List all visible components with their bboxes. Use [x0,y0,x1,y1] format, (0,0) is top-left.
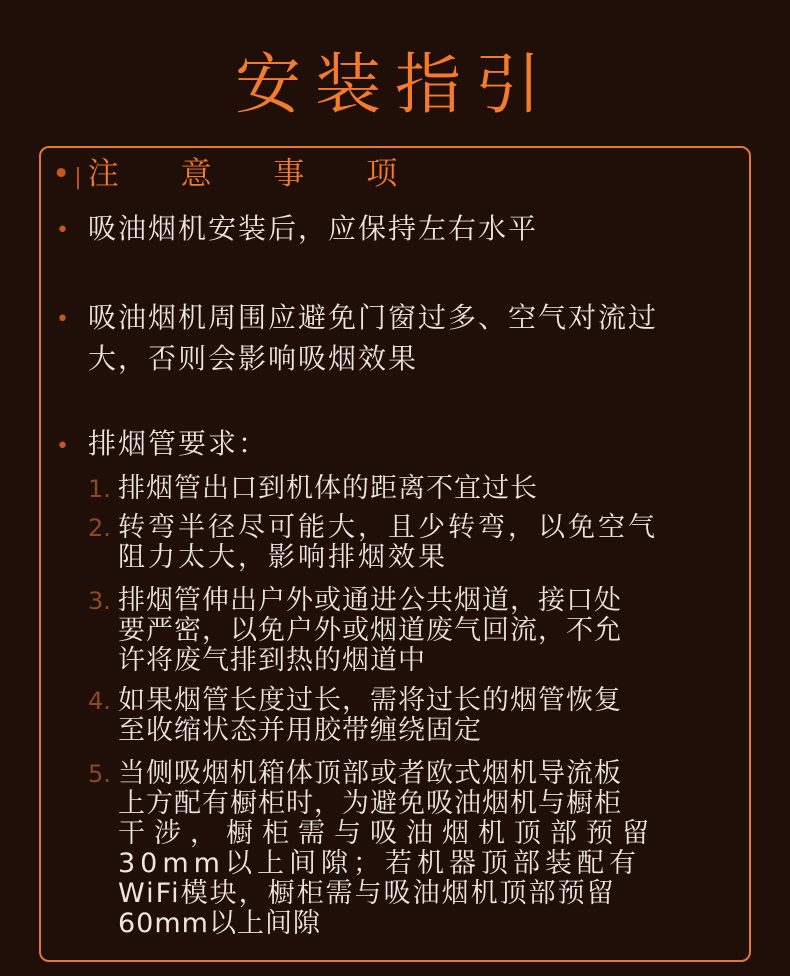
requirement-line: 当侧吸烟机箱体顶部或者欧式烟机导流板 [118,758,622,789]
requirement-line: 转弯半径尽可能大，且少转弯，以免空气 [118,512,658,543]
page-title: 安装指引 [235,46,555,123]
exhaust-heading: 排烟管要求： [88,427,269,460]
bullet-icon: • [56,307,69,332]
bullet-icon: • [56,218,69,243]
requirement-line: 排烟管伸出户外或通进公共烟道，接口处 [118,585,622,616]
bullet-icon: • [56,434,69,459]
requirement-line: 阻力太大，影响排烟效果 [118,542,448,573]
notes-heading-text: 注 意 事 项 [87,156,424,192]
requirement-line: 上方配有橱柜时，为避免吸油烟机与橱柜 [118,788,622,819]
requirement-number: 2. [88,514,111,542]
note-item: 吸油烟机周围应避免门窗过多、空气对流过 [88,301,659,334]
requirement-line: 干涉，橱柜需与吸油烟机顶部预留 [118,818,658,849]
requirement-number: 4. [88,687,111,715]
notes-heading [52,152,423,196]
requirement-line: 至收缩状态并用胶带缠绕固定 [118,715,482,746]
requirement-number: 1. [88,475,111,503]
requirement-line: 许将废气排到热的烟道中 [118,645,426,676]
requirement-number: 3. [88,587,111,615]
requirement-line: WiFi模块，橱柜需与吸油烟机顶部预留 [118,878,616,909]
requirement-line: 排烟管出口到机体的距离不宜过长 [118,473,538,504]
requirement-line: 30mm以上间隙；若机器顶部装配有 [118,848,641,879]
note-item: 吸油烟机安装后，应保持左右水平 [88,212,539,245]
requirement-line: 如果烟管长度过长，需将过长的烟管恢复 [118,685,622,716]
requirement-number: 5. [88,760,111,788]
note-item-continued: 大，否则会影响吸烟效果 [88,342,419,375]
bullet-icon: • [52,156,71,192]
requirement-line: 要严密，以免户外或烟道废气回流，不允 [118,615,622,646]
heading-bar: | [74,165,82,190]
requirement-line: 60mm以上间隙 [118,908,321,939]
